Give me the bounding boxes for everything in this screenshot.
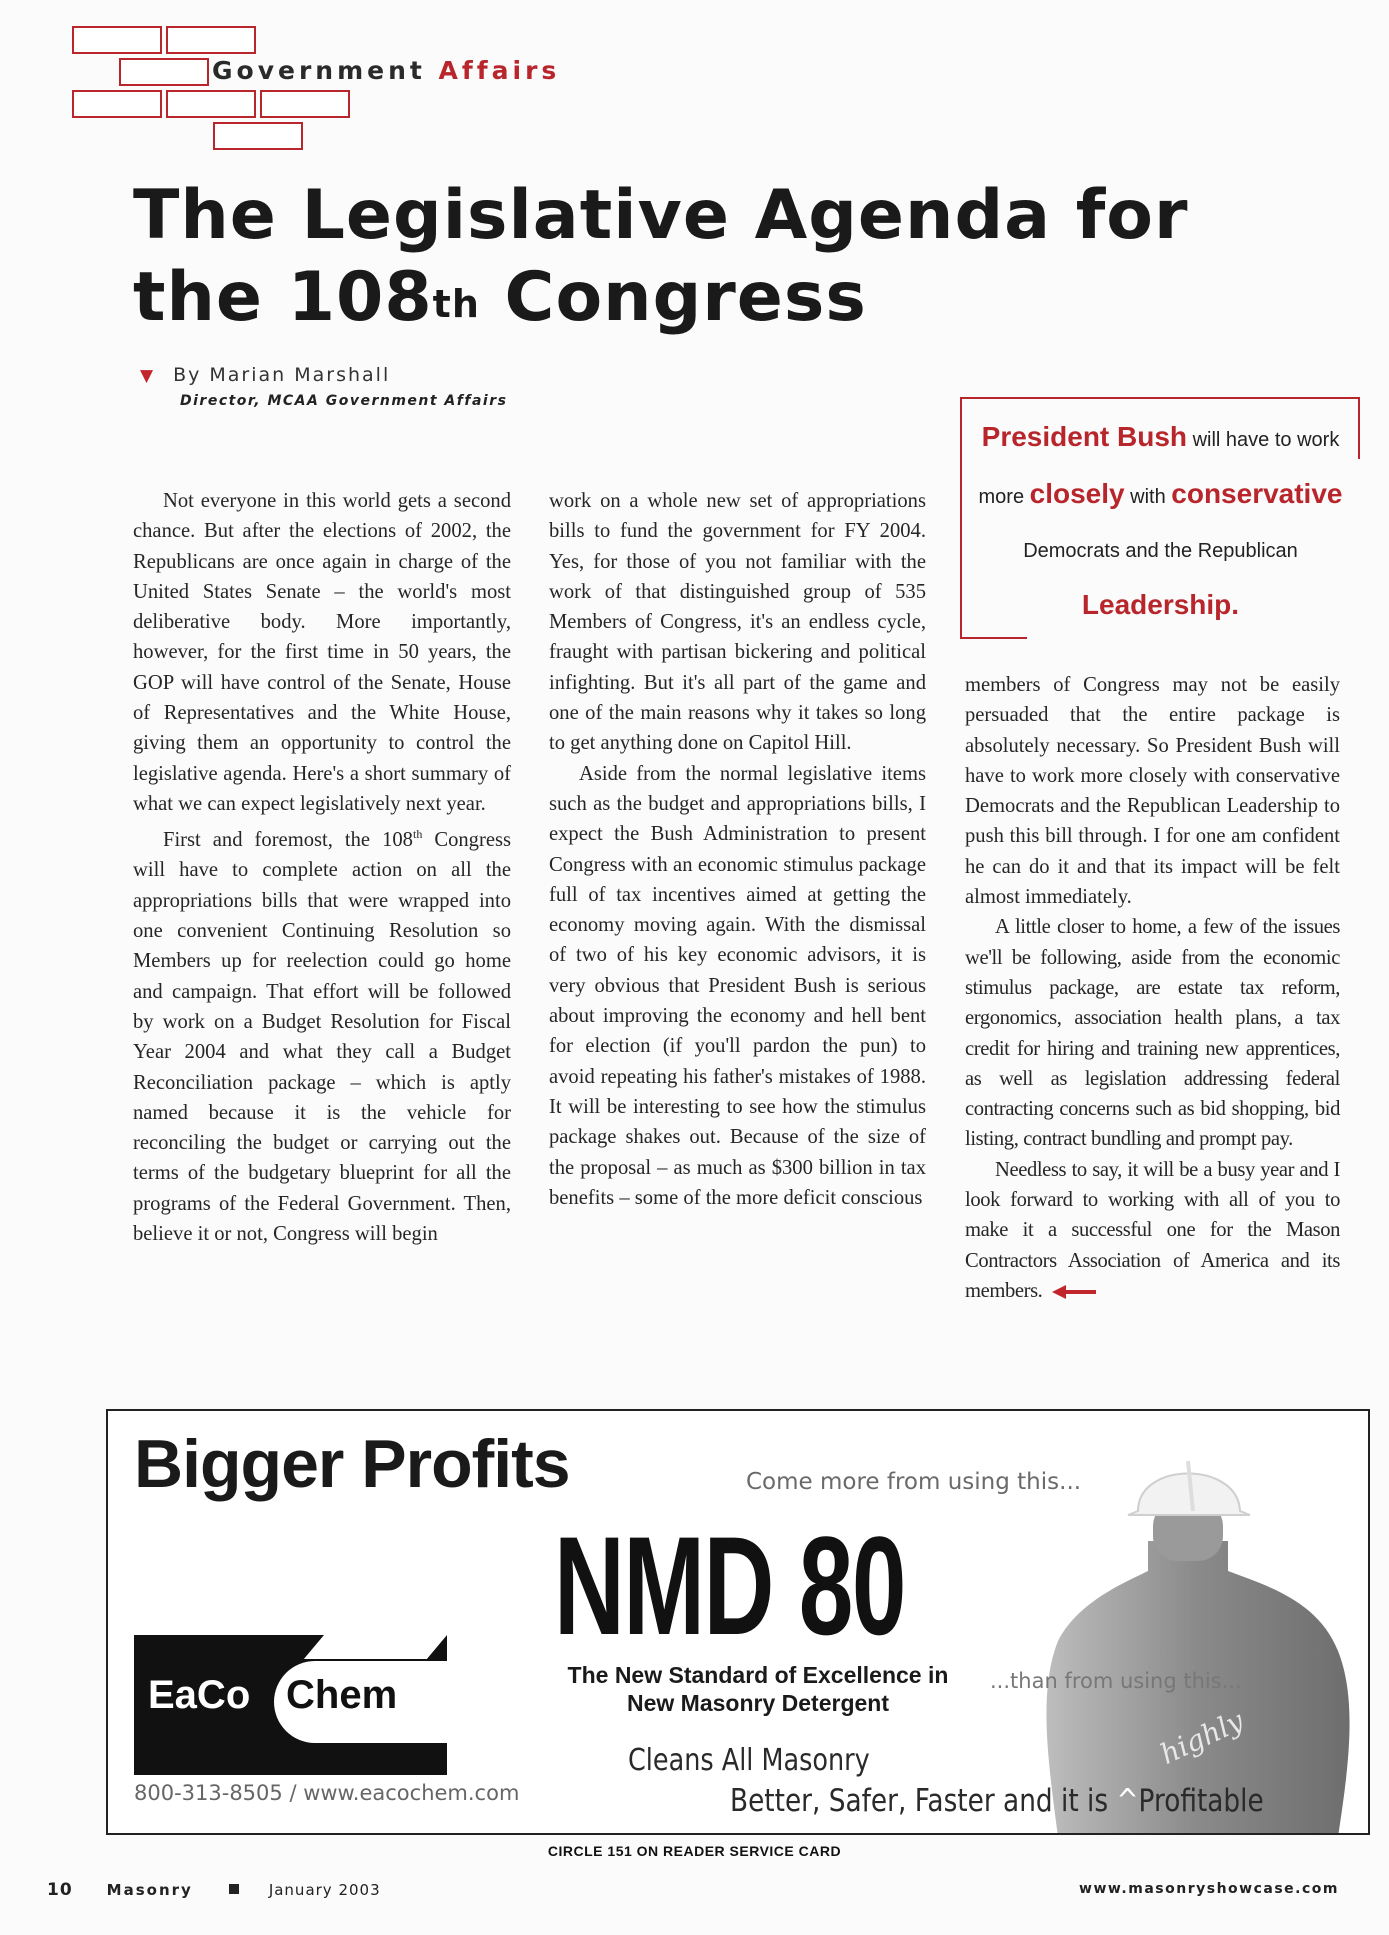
article-column-1 <box>133 486 511 1249</box>
paragraph: Not everyone in this world gets a second chance. But after the elections of 2002, the Republicans are once again in charge of the United States Senate – the world's most deliberative body. More importantly, however, for the first time in 50 years, the GOP will have control of the Senate, House of Representatives and the White House, giving them an opportunity to control the legislative agenda. Here's a short summary of what we can expect legislatively next year. <box>133 490 511 815</box>
pull-quote-frame-bottom <box>962 637 1027 639</box>
paragraph: Aside from the normal legislative items such as the budget and appropriations bills, I expect the Bush Administration to present Congress with an economic stimulus package full of tax incentives aimed at getting the economy moving again. With the dismissal of two of his key economic advisors, it is very obvious that President Bush is serious about improving the economy and hell bent for election (if you'll pardon the pun) to avoid repeating his father's mistakes of 1988. It will be interesting to see how the stimulus package shakes out. Because of the size of the proposal – as much as $300 billion in tax benefits – some of the more deficit conscious <box>549 762 926 1209</box>
paragraph-rest: Congress will have to complete action on all the appropriations bills that were wrapped into one convenient Continuing Resolution so Members up for reelection could go home and campaign. That effort will be followed by work on a Budget Resolution for Fiscal Year 2004 and what they call a Budget Reconciliation package – which is aptly named because it is the vehicle for reconciling the budget or carrying out the terms of the budgetary blueprint for all the programs of the Federal Government. Then, believe it or not, Congress will begin <box>133 829 511 1245</box>
ad-come-more: Come more from using this... <box>746 1469 1082 1495</box>
ad-highly: highly <box>1155 1704 1249 1771</box>
triangle-bullet-icon: ▼ <box>140 366 156 386</box>
pull-quote-emphasis: Leadership. <box>1081 589 1240 620</box>
logo-stripe <box>304 1635 447 1659</box>
advertisement[interactable] <box>106 1409 1370 1835</box>
article-column-2 <box>549 486 926 1213</box>
ordinal-suffix: th <box>412 827 423 842</box>
byline <box>140 364 390 386</box>
article-title <box>133 175 1253 339</box>
paragraph: A little closer to home, a few of the issues we'll be following, aside from the economic stimulus package, are estate tax reform, ergonomics, association health plans, a tax credit for hiring and training new apprentices, as well as legislation addressing federal contracting concerns such as bid shopping, bid listing, contract bundling and prompt pay. <box>965 916 1340 1151</box>
website-link[interactable]: www.masonryshowcase.com <box>1079 1881 1339 1897</box>
paragraph-text: Needless to say, it will be a busy year and I look forward to working with all of you to make it a successful one for the Mason Contractors Association of America and its members. <box>965 1158 1340 1302</box>
pull-quote-text: Democrats and the Republican <box>1023 540 1298 562</box>
pull-quote-text: will have to work more <box>978 429 1340 508</box>
article-column-3 <box>965 670 1340 1306</box>
paragraph-start: First and foremost, the 108 <box>163 829 413 852</box>
section-label <box>212 56 560 85</box>
ad-contact[interactable]: 800-313-8505 / www.eacochem.com <box>134 1781 520 1805</box>
magazine-name: Masonry <box>106 1881 193 1899</box>
ad-cleans-all: Cleans All Masonry <box>628 1743 870 1778</box>
logo-text-right: Chem <box>286 1673 398 1717</box>
paragraph: work on a whole new set of appropriations bills to fund the government for FY 2004. Yes, for those of you not familiar with the work of that distinguished group of 535 Members of Congress, it's an endless cycle, fraught with partisan bickering and political infighting. But it's all part of the game and one of the main reasons why it takes so long to get anything done on Capitol Hill. <box>549 490 926 755</box>
reader-service-note: CIRCLE 151 ON READER SERVICE CARD <box>547 1843 842 1859</box>
page-footer-left <box>47 1880 381 1900</box>
title-line-2 <box>133 257 1253 339</box>
pull-quote <box>968 410 1353 635</box>
ad-headline: Bigger Profits <box>134 1426 570 1502</box>
title-line-1: The Legislative Agenda for <box>133 176 1189 255</box>
end-of-article-arrow-icon <box>1052 1285 1096 1299</box>
pull-quote-emphasis: conservative <box>1171 478 1343 509</box>
ad-benefits-text: Better, Safer, Faster and it is <box>730 1783 1109 1819</box>
section-word-2: Affairs <box>438 56 561 85</box>
paragraph <box>965 1155 1340 1306</box>
ad-profitable: Profitable <box>1138 1783 1264 1819</box>
ad-than-using: ...than from using this... <box>990 1669 1242 1693</box>
issue-date: January 2003 <box>268 1881 381 1899</box>
worker-photo-icon <box>1018 1441 1368 1835</box>
ad-tagline: The New Standard of Excellence in New Masonry Detergent <box>567 1662 949 1716</box>
author-role: Director, MCAA Government Affairs <box>180 393 508 409</box>
paragraph <box>133 819 511 1249</box>
pull-quote-frame-right <box>1358 399 1360 459</box>
page-number: 10 <box>47 1880 73 1900</box>
section-word-1: Government <box>212 56 426 85</box>
square-bullet-icon <box>229 1884 239 1894</box>
title-ordinal: th <box>432 282 480 326</box>
eacochem-logo <box>134 1635 447 1775</box>
ad-product-name: NMD 80 <box>554 1507 906 1664</box>
caret-icon: ^ <box>1116 1783 1139 1819</box>
paragraph: members of Congress may not be easily persuaded that the entire package is absolutely necessary. So President Bush will have to work more closely with conservative Democrats and the Republican Leadership to push this bill through. I for one am confident he can do it and that its impact will be felt almost immediately. <box>965 674 1340 909</box>
title-line-2-end: Congress <box>479 258 867 337</box>
pull-quote-text: with <box>1124 486 1172 508</box>
byline-author: By Marian Marshall <box>173 364 391 386</box>
pull-quote-emphasis: closely <box>1029 478 1125 509</box>
logo-text-left: EaCo <box>148 1673 251 1717</box>
ad-benefits <box>730 1783 1264 1819</box>
pull-quote-emphasis: President Bush <box>981 421 1188 452</box>
title-line-2-start: the 108 <box>133 258 433 337</box>
